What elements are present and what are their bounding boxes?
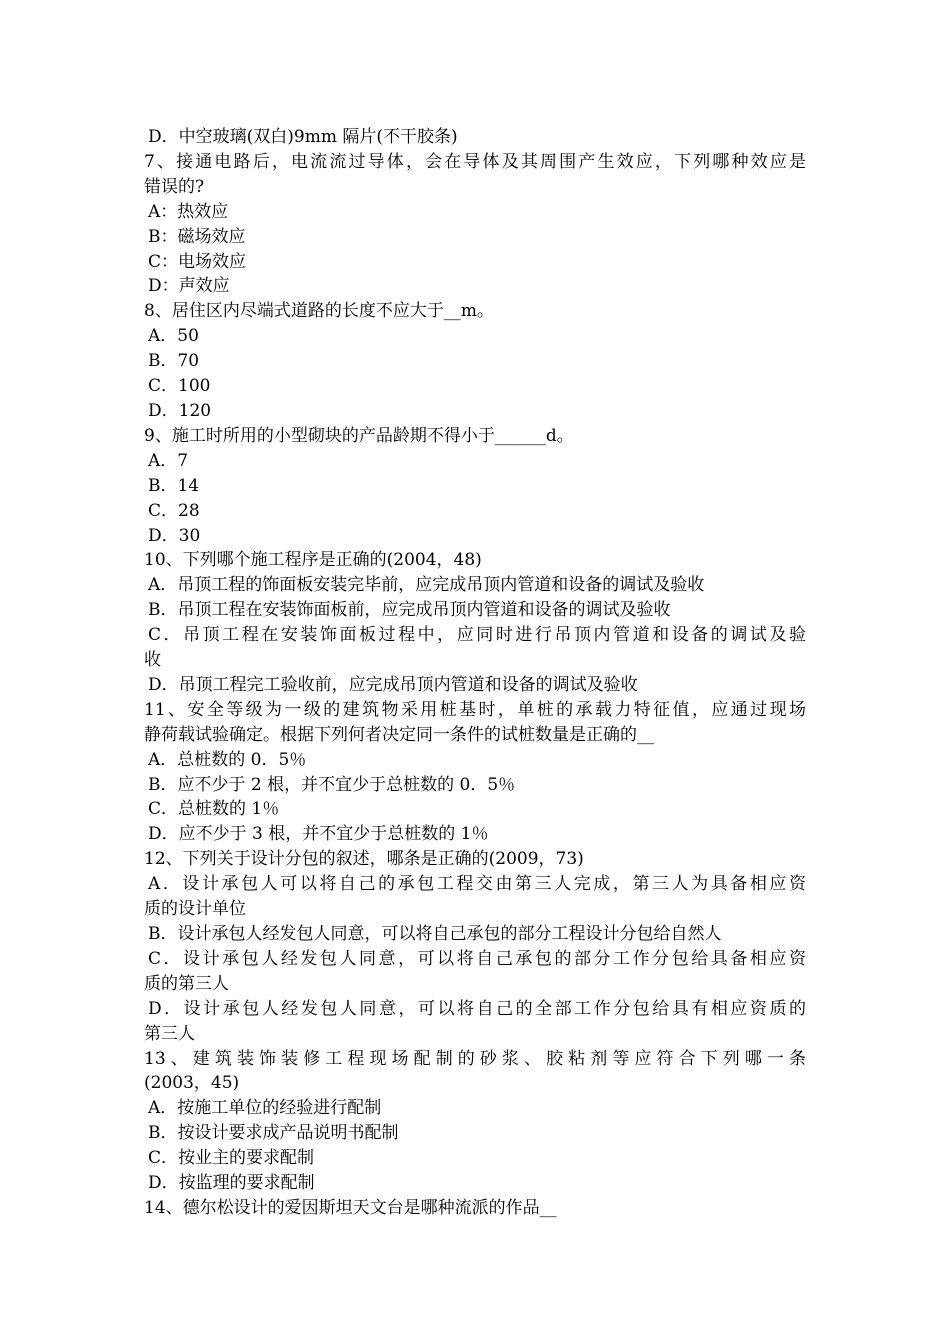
option-line: B．70 <box>148 351 200 372</box>
question-line: 10、下列哪个施工程序是正确的(2004，48) <box>144 550 482 571</box>
question-line: 12、下列关于设计分包的叙述，哪条是正确的(2009，73) <box>144 849 584 870</box>
question-line: 13、建筑装饰装修工程现场配制的砂浆、胶粘剂等应符合下列哪一条 <box>144 1048 806 1069</box>
option-line: D．中空玻璃(双白)9mm 隔片(不干胶条) <box>148 127 458 147</box>
continuation-line: 质的设计单位 <box>144 899 246 920</box>
option-line: D．应不少于 3 根，并不宜少于总桩数的 1％ <box>148 824 489 845</box>
option-line: D．吊顶工程完工验收前，应完成吊顶内管道和设备的调试及验收 <box>148 674 638 695</box>
question-line: (2003，45) <box>144 1073 240 1094</box>
option-line: A．按施工单位的经验进行配制 <box>148 1098 382 1119</box>
option-line: C：电场效应 <box>148 251 247 272</box>
option-line: A．50 <box>148 326 199 347</box>
question-line: 14、德尔松设计的爱因斯坦天文台是哪种流派的作品__ <box>144 1197 557 1218</box>
option-line: C．吊顶工程在安装饰面板过程中，应同时进行吊顶内管道和设备的调试及验 <box>148 625 806 646</box>
option-line: D．30 <box>148 525 201 546</box>
option-line: C．设计承包人经发包人同意，可以将自己承包的部分工作分包给具备相应资 <box>148 948 806 969</box>
option-line: B．吊顶工程在安装饰面板前，应完成吊顶内管道和设备的调试及验收 <box>148 600 671 621</box>
question-line: 错误的? <box>144 176 205 197</box>
option-line: B．应不少于 2 根，并不宜少于总桩数的 0．5％ <box>148 774 516 795</box>
continuation-line: 第三人 <box>144 1023 195 1044</box>
option-line: D．按监理的要求配制 <box>148 1173 315 1194</box>
option-line: B．14 <box>148 475 200 496</box>
option-line: A．7 <box>148 450 189 471</box>
continuation-line: 收 <box>144 650 161 671</box>
option-line: B：磁场效应 <box>148 226 246 247</box>
option-line: A：热效应 <box>148 201 229 222</box>
option-line: A．吊顶工程的饰面板安装完毕前，应完成吊顶内管道和设备的调试及验收 <box>148 575 705 596</box>
option-line: B．按设计要求成产品说明书配制 <box>148 1123 399 1144</box>
option-line: D．设计承包人经发包人同意，可以将自己的全部工作分包给具有相应资质的 <box>148 998 806 1019</box>
option-line: C．按业主的要求配制 <box>148 1148 315 1169</box>
question-line: 7、接通电路后，电流流过导体，会在导体及其周围产生效应，下列哪种效应是 <box>144 151 806 172</box>
option-line: C．28 <box>148 500 200 521</box>
option-line: A．设计承包人可以将自己的承包工程交由第三人完成，第三人为具备相应资 <box>148 874 806 895</box>
question-line: 9、施工时所用的小型砌块的产品龄期不得小于______d。 <box>144 425 574 446</box>
option-line: D：声效应 <box>148 276 230 297</box>
option-line: C．总桩数的 1％ <box>148 799 280 820</box>
question-line: 静荷载试验确定。根据下列何者决定同一条件的试桩数量是正确的__ <box>144 724 654 745</box>
document-body <box>144 125 806 1221</box>
option-line: D．120 <box>148 400 212 421</box>
question-line: 11、安全等级为一级的建筑物采用桩基时，单桩的承载力特征值，应通过现场 <box>144 699 806 720</box>
continuation-line: 质的第三人 <box>144 973 229 994</box>
option-line: B．设计承包人经发包人同意，可以将自己承包的部分工程设计分包给自然人 <box>148 924 722 944</box>
option-line: C．100 <box>148 376 211 397</box>
option-line: A．总桩数的 0．5％ <box>148 749 307 770</box>
question-line: 8、居住区内尽端式道路的长度不应大于__m。 <box>144 301 494 322</box>
